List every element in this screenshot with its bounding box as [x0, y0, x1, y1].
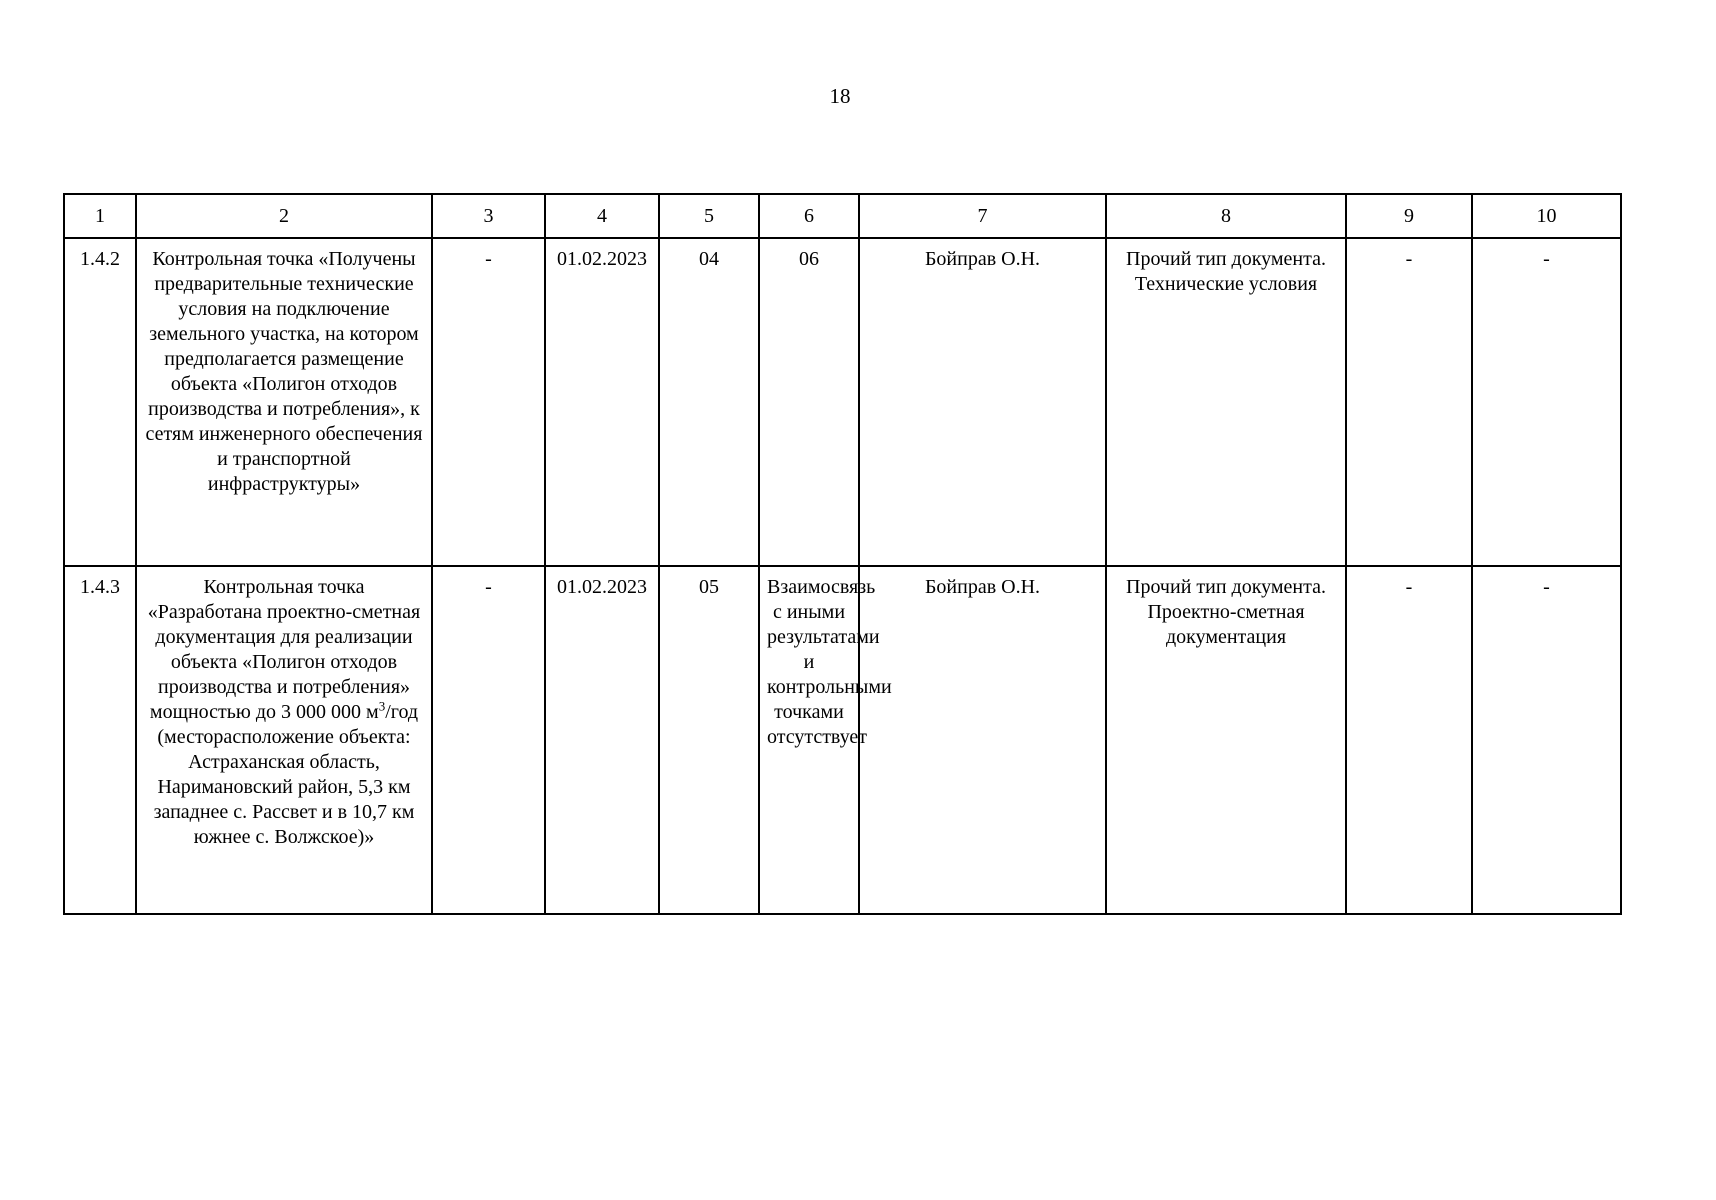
column-header: 4: [545, 194, 659, 238]
cell-col10: -: [1472, 238, 1621, 566]
table-header-row: [64, 194, 1621, 238]
control-points-table: [63, 193, 1622, 915]
superscript-3: 3: [378, 698, 386, 714]
description-text: Контрольная точка «Разработана проектно-сметная документация для реализации объекта «Полигон отходов производства и потребления» мощностью до 3 000 000 м: [147, 576, 421, 723]
cell-responsible: Бойправ О.Н.: [859, 238, 1106, 566]
column-header: 3: [432, 194, 545, 238]
cell-date: 01.02.2023: [545, 566, 659, 914]
column-header: 7: [859, 194, 1106, 238]
cell-responsible: Бойправ О.Н.: [859, 566, 1106, 914]
column-header: 9: [1346, 194, 1472, 238]
cell-col3: -: [432, 566, 545, 914]
column-header: 5: [659, 194, 759, 238]
table-row: [64, 238, 1621, 566]
column-header: 6: [759, 194, 859, 238]
cell-col6: 06: [759, 238, 859, 566]
cell-document-type: Прочий тип документа. Проектно-сметная документация: [1106, 566, 1346, 914]
cell-col10: -: [1472, 566, 1621, 914]
row-number: 1.4.2: [64, 238, 136, 566]
table-row: [64, 566, 1621, 914]
cell-col9: -: [1346, 238, 1472, 566]
column-header: 8: [1106, 194, 1346, 238]
control-point-description: [136, 566, 432, 914]
row-number: 1.4.3: [64, 566, 136, 914]
cell-col3: -: [432, 238, 545, 566]
cell-date: 01.02.2023: [545, 238, 659, 566]
page-number: 18: [829, 84, 851, 108]
control-point-description: Контрольная точка «Получены предварительные технические условия на подключение земельного участка, на котором предполагается размещение объекта «Полигон отходов производства и потребления», к сетям инженерного обеспечения и транспортной инфраструктуры»: [136, 238, 432, 566]
cell-col9: -: [1346, 566, 1472, 914]
column-header: 10: [1472, 194, 1621, 238]
description-text-continued: /год (месторасположение объекта: Астраханская область, Наримановский район, 5,3 км западнее с. Рассвет и в 10,7 км южнее с. Волжское)»: [153, 701, 419, 848]
cell-col6: Взаимосвязь с иными результатами и контрольными точками отсутствует: [759, 566, 859, 914]
cell-document-type: Прочий тип документа. Технические условия: [1106, 238, 1346, 566]
column-header: 2: [136, 194, 432, 238]
cell-col5: 04: [659, 238, 759, 566]
column-header: 1: [64, 194, 136, 238]
cell-col5: 05: [659, 566, 759, 914]
